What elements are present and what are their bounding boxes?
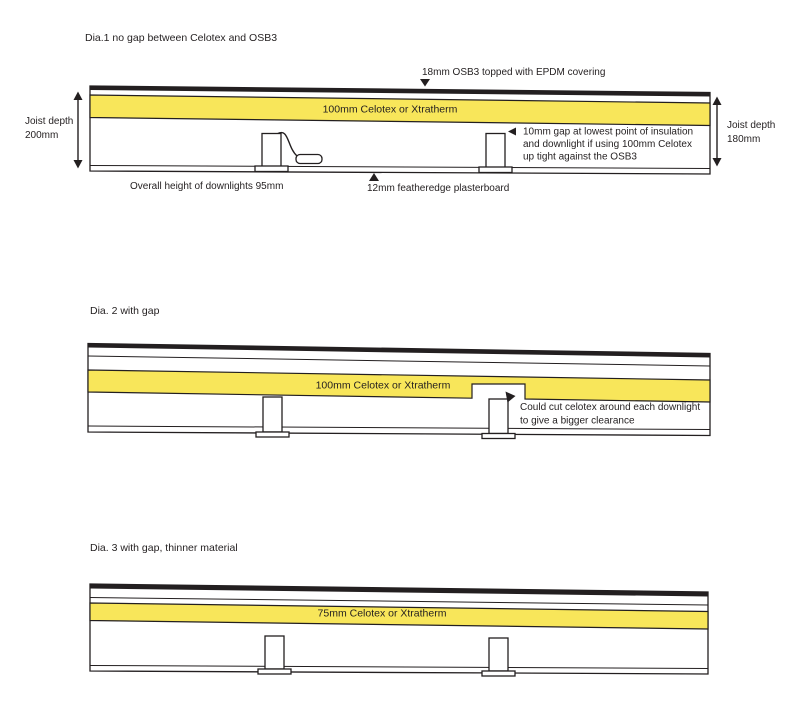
gap-note-line1: 10mm gap at lowest point of insulation	[523, 126, 694, 138]
diagram-2	[88, 305, 710, 439]
gap-note-line2: and downlight if using 100mm Celotex	[523, 139, 692, 150]
cut-note-line1: Could cut celotex around each downlight	[520, 402, 701, 413]
downlight-flange-3a	[258, 669, 291, 674]
arrow-down-icon	[713, 158, 722, 167]
downlight-flange-2a	[256, 432, 289, 437]
downlight-height-label: Overall height of downlights 95mm	[130, 181, 284, 192]
diagram2-title: Dia. 2 with gap	[90, 305, 160, 317]
downlight-driver	[296, 155, 322, 164]
joist-depth-right-label: Joist depth	[727, 120, 776, 131]
diagram3-title: Dia. 3 with gap, thinner material	[90, 542, 238, 554]
cut-note-line2: to give a bigger clearance	[520, 415, 635, 427]
arrow-up-icon	[369, 173, 379, 181]
arrow-up-icon	[713, 97, 722, 106]
arrow-up-icon	[74, 92, 83, 101]
diagram1-title: Dia.1 no gap between Celotex and OSB3	[85, 32, 278, 44]
gap-note-line3: up tight against the OSB3	[523, 151, 637, 163]
downlight-can-3b	[489, 638, 508, 671]
insulation-label-3: 75mm Celotex or Xtratherm	[317, 607, 447, 620]
insulation-label-1: 100mm Celotex or Xtratherm	[322, 103, 458, 116]
downlight-flange-1b	[479, 167, 512, 173]
joist-depth-right-value: 180mm	[727, 134, 761, 145]
arrow-down-icon	[420, 79, 430, 87]
downlight-can-2a	[263, 397, 282, 432]
downlight-flange-1a	[255, 166, 288, 172]
diagram-1	[25, 32, 775, 194]
downlight-can-1a	[262, 134, 281, 167]
osb-epdm-label: 18mm OSB3 topped with EPDM covering	[422, 67, 606, 78]
insulation-label-2: 100mm Celotex or Xtratherm	[315, 379, 451, 392]
joist-depth-left-value: 200mm	[25, 130, 59, 141]
roof-assembly-3	[90, 584, 708, 674]
diagram-3	[90, 542, 708, 676]
downlight-flange-2b	[482, 434, 515, 439]
arrow-down-icon	[74, 160, 83, 169]
downlight-can-2b	[489, 399, 508, 434]
plasterboard-label: 12mm featheredge plasterboard	[367, 183, 510, 194]
downlight-can-1b	[486, 134, 505, 168]
downlight-can-3a	[265, 636, 284, 669]
joist-depth-left-label: Joist depth	[25, 116, 74, 127]
downlight-flange-3b	[482, 671, 515, 676]
